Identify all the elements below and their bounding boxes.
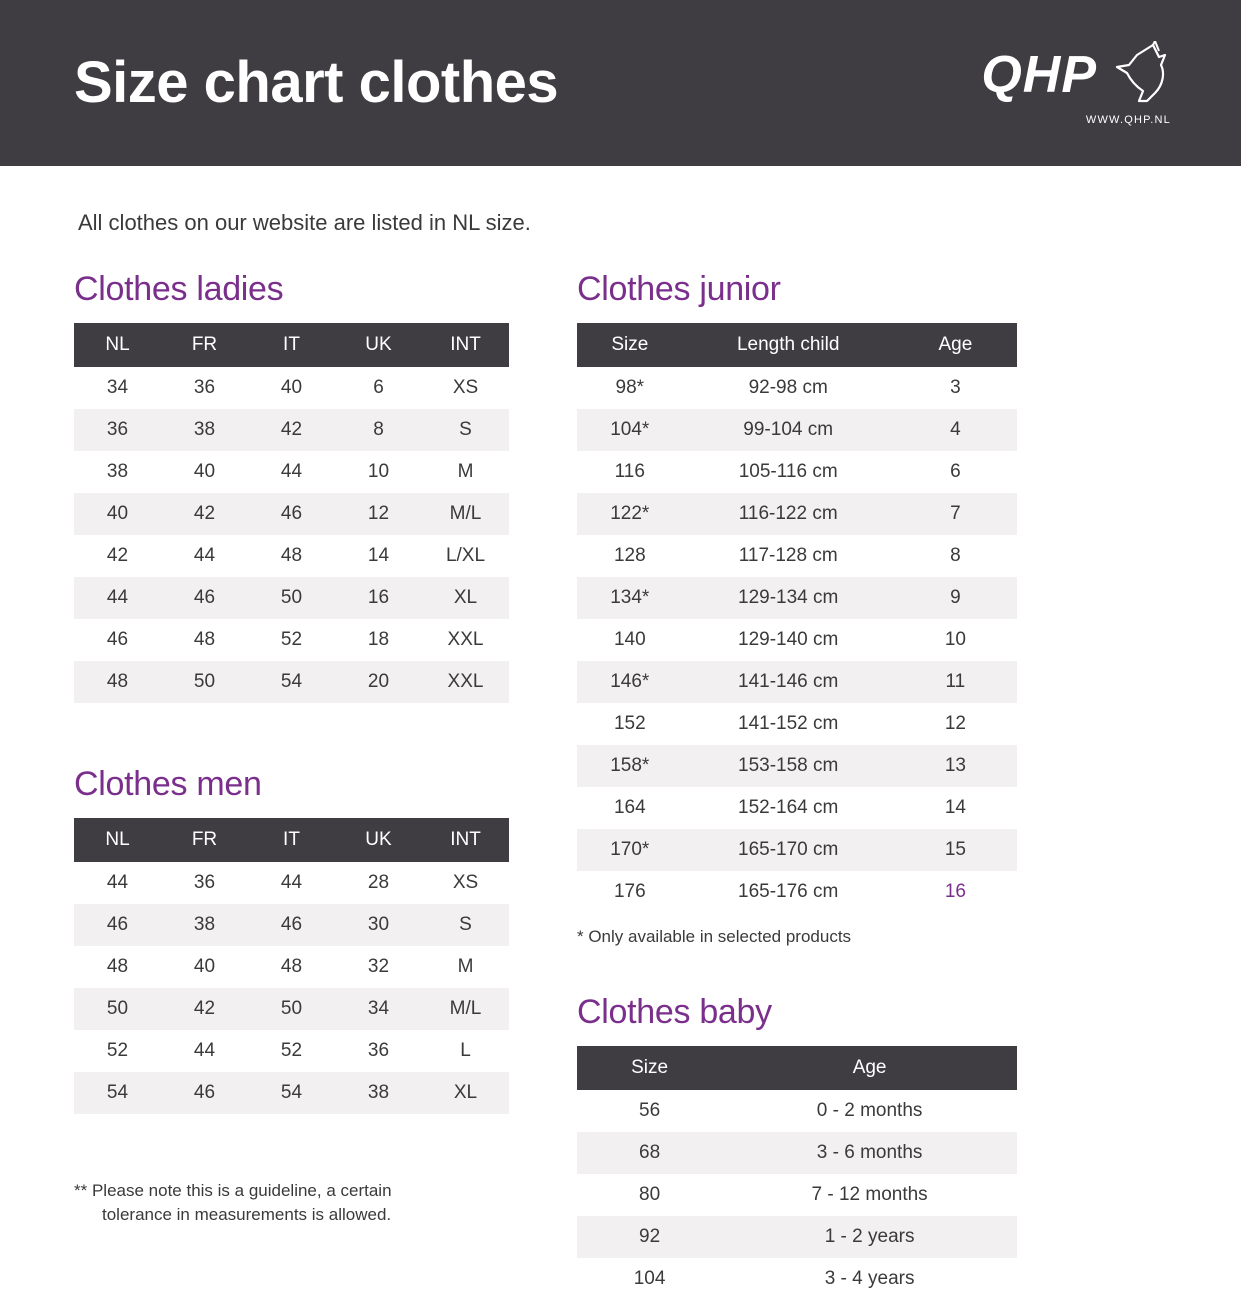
junior-footnote: * Only available in selected products xyxy=(577,927,852,946)
table-row xyxy=(577,367,1017,409)
cell: 38 xyxy=(106,461,129,482)
cell: 36 xyxy=(193,872,216,893)
cell: 3 - 6 months xyxy=(816,1142,923,1163)
column-header-fr: FR xyxy=(161,323,248,367)
men-size-table xyxy=(74,818,509,1114)
column-header-uk: UK xyxy=(335,818,422,862)
cell: 146* xyxy=(610,671,650,692)
cell: 15 xyxy=(944,839,966,860)
cell: 42 xyxy=(193,998,216,1019)
table-header-row xyxy=(74,323,509,367)
cell: 105-116 cm xyxy=(738,461,838,482)
cell: 54 xyxy=(280,671,303,692)
cell: 42 xyxy=(193,503,216,524)
table-header-row xyxy=(577,323,1017,367)
cell: XXL xyxy=(447,629,484,650)
cell: 56 xyxy=(639,1100,661,1121)
cell: 104 xyxy=(633,1268,666,1289)
cell: M xyxy=(457,956,474,977)
cell: 52 xyxy=(280,1040,303,1061)
column-header-length-child: Length child xyxy=(683,323,894,367)
cell: 52 xyxy=(106,1040,129,1061)
left-column xyxy=(74,258,509,1300)
column-header-it: IT xyxy=(248,818,335,862)
cell: 92 xyxy=(639,1226,661,1247)
cell: 134* xyxy=(610,587,650,608)
cell-highlighted: 16 xyxy=(944,881,966,902)
cell: 46 xyxy=(193,1082,216,1103)
cell: 44 xyxy=(193,545,216,566)
table-row xyxy=(577,619,1017,661)
column-header-age: Age xyxy=(894,323,1017,367)
cell: 28 xyxy=(367,872,390,893)
cell: M/L xyxy=(449,503,482,524)
footnote-line-2: tolerance in measurements is allowed. xyxy=(102,1205,392,1225)
column-header-size: Size xyxy=(577,1046,722,1090)
table-row xyxy=(577,535,1017,577)
cell: 170* xyxy=(610,839,650,860)
cell: 54 xyxy=(106,1082,129,1103)
cell: 16 xyxy=(367,587,390,608)
cell: 129-140 cm xyxy=(738,629,839,650)
cell: 44 xyxy=(280,461,303,482)
brand-logo xyxy=(981,41,1179,126)
cell: 48 xyxy=(106,956,129,977)
column-header-nl: NL xyxy=(74,818,161,862)
cell: M xyxy=(457,461,474,482)
cell: 122* xyxy=(610,503,650,524)
cell: M/L xyxy=(449,998,482,1019)
cell: 13 xyxy=(944,755,966,776)
table-row xyxy=(577,1258,1017,1300)
column-header-int: INT xyxy=(422,323,509,367)
column-header-size: Size xyxy=(577,323,683,367)
table-row xyxy=(577,577,1017,619)
cell: 14 xyxy=(367,545,390,566)
table-row xyxy=(74,862,509,904)
right-column xyxy=(577,258,1017,1300)
column-header-it: IT xyxy=(248,323,335,367)
table-row xyxy=(74,535,509,577)
cell: 52 xyxy=(280,629,303,650)
cell: 152-164 cm xyxy=(738,797,839,818)
cell: 50 xyxy=(106,998,129,1019)
cell: L xyxy=(460,1040,471,1061)
cell: 165-176 cm xyxy=(738,881,839,902)
cell: 46 xyxy=(193,587,216,608)
junior-size-table xyxy=(577,323,1017,913)
logo-website-url: WWW.QHP.NL xyxy=(1085,113,1171,126)
cell: 68 xyxy=(639,1142,661,1163)
cell: 54 xyxy=(280,1082,303,1103)
guideline-footnote xyxy=(74,1179,504,1228)
cell: 46 xyxy=(106,914,129,935)
table-row xyxy=(577,871,1017,913)
cell: 165-170 cm xyxy=(738,839,839,860)
ladies-size-table xyxy=(74,323,509,703)
cell: 46 xyxy=(106,629,129,650)
table-row xyxy=(74,988,509,1030)
cell: 116-122 cm xyxy=(738,503,838,524)
table-row xyxy=(74,577,509,619)
cell: 38 xyxy=(193,419,216,440)
cell: 50 xyxy=(280,998,303,1019)
cell: 40 xyxy=(193,956,216,977)
cell: 12 xyxy=(367,503,390,524)
cell: 34 xyxy=(106,377,129,398)
table-row xyxy=(74,409,509,451)
cell: 164 xyxy=(613,797,646,818)
cell: 42 xyxy=(106,545,129,566)
cell: 152 xyxy=(613,713,646,734)
table-header-row xyxy=(577,1046,1017,1090)
cell: 8 xyxy=(950,545,961,566)
table-row xyxy=(577,1132,1017,1174)
page-title: Size chart clothes xyxy=(74,50,559,115)
cell: 12 xyxy=(944,713,966,734)
table-row xyxy=(577,493,1017,535)
cell: 46 xyxy=(280,503,303,524)
cell: 40 xyxy=(193,461,216,482)
cell: 10 xyxy=(944,629,966,650)
table-row xyxy=(577,745,1017,787)
cell: 40 xyxy=(106,503,129,524)
cell: 176 xyxy=(613,881,646,902)
men-section-title: Clothes men xyxy=(74,765,262,803)
cell: 3 xyxy=(950,377,961,398)
cell: 80 xyxy=(639,1184,661,1205)
table-row xyxy=(577,1090,1017,1132)
cell: 42 xyxy=(280,419,303,440)
cell: 30 xyxy=(367,914,390,935)
table-row xyxy=(577,451,1017,493)
table-row xyxy=(577,703,1017,745)
cell: 98* xyxy=(615,377,645,398)
table-row xyxy=(577,787,1017,829)
table-row xyxy=(74,946,509,988)
cell: 4 xyxy=(950,419,961,440)
table-row xyxy=(74,1030,509,1072)
cell: 158* xyxy=(610,755,650,776)
cell: 36 xyxy=(367,1040,390,1061)
table-row xyxy=(74,367,509,409)
cell: 38 xyxy=(193,914,216,935)
cell: 11 xyxy=(945,671,966,692)
cell: 8 xyxy=(373,419,384,440)
cell: 153-158 cm xyxy=(738,755,839,776)
cell: 9 xyxy=(950,587,961,608)
intro-text: All clothes on our website are listed in NL size. xyxy=(78,210,531,235)
table-row xyxy=(577,1216,1017,1258)
cell: 117-128 cm xyxy=(738,545,838,566)
table-row xyxy=(74,451,509,493)
cell: 141-146 cm xyxy=(738,671,839,692)
cell: 7 xyxy=(950,503,961,524)
table-row xyxy=(74,904,509,946)
cell: 36 xyxy=(106,419,129,440)
cell: S xyxy=(459,914,472,935)
column-header-age: Age xyxy=(722,1046,1017,1090)
cell: XXL xyxy=(447,671,484,692)
table-row xyxy=(74,1072,509,1114)
cell: 1 - 2 years xyxy=(824,1226,915,1247)
footnote-line-1: ** Please note this is a guideline, a certain xyxy=(74,1180,392,1200)
cell: 10 xyxy=(367,461,390,482)
table-row xyxy=(577,829,1017,871)
logo-wordmark: QHP xyxy=(981,46,1097,104)
cell: 20 xyxy=(367,671,390,692)
cell: 6 xyxy=(373,377,384,398)
baby-section-title: Clothes baby xyxy=(577,993,772,1031)
cell: XS xyxy=(452,377,479,398)
cell: 36 xyxy=(193,377,216,398)
baby-size-table xyxy=(577,1046,1017,1300)
cell: 99-104 cm xyxy=(743,419,834,440)
cell: 48 xyxy=(280,956,303,977)
cell: 38 xyxy=(367,1082,390,1103)
cell: 34 xyxy=(367,998,390,1019)
cell: 6 xyxy=(950,461,961,482)
page-header xyxy=(0,0,1241,166)
cell: 129-134 cm xyxy=(738,587,839,608)
cell: 116 xyxy=(614,461,645,482)
cell: 44 xyxy=(280,872,303,893)
cell: 50 xyxy=(280,587,303,608)
cell: 7 - 12 months xyxy=(811,1184,928,1205)
cell: 48 xyxy=(280,545,303,566)
cell: 0 - 2 months xyxy=(816,1100,923,1121)
table-row xyxy=(577,409,1017,451)
table-row xyxy=(74,493,509,535)
cell: 48 xyxy=(106,671,129,692)
table-row xyxy=(74,661,509,703)
cell: 40 xyxy=(280,377,303,398)
cell: 46 xyxy=(280,914,303,935)
cell: XS xyxy=(452,872,479,893)
table-row xyxy=(577,661,1017,703)
cell: 18 xyxy=(367,629,390,650)
ladies-section-title: Clothes ladies xyxy=(74,270,284,308)
cell: XL xyxy=(453,1082,478,1103)
table-row xyxy=(74,619,509,661)
column-header-fr: FR xyxy=(161,818,248,862)
content-area xyxy=(0,236,1241,1300)
cell: 92-98 cm xyxy=(748,377,828,398)
cell: 48 xyxy=(193,629,216,650)
cell: 140 xyxy=(613,629,646,650)
cell: 3 - 4 years xyxy=(824,1268,915,1289)
cell: 141-152 cm xyxy=(738,713,839,734)
cell: 44 xyxy=(193,1040,216,1061)
cell: S xyxy=(459,419,472,440)
junior-section-title: Clothes junior xyxy=(577,270,781,308)
cell: 32 xyxy=(367,956,390,977)
horse-head-icon xyxy=(1103,41,1171,110)
cell: 14 xyxy=(944,797,966,818)
cell: 50 xyxy=(193,671,216,692)
column-header-nl: NL xyxy=(74,323,161,367)
column-header-int: INT xyxy=(422,818,509,862)
cell: L/XL xyxy=(445,545,486,566)
cell: 128 xyxy=(613,545,646,566)
table-header-row xyxy=(74,818,509,862)
column-header-uk: UK xyxy=(335,323,422,367)
cell: 44 xyxy=(106,872,129,893)
cell: XL xyxy=(453,587,478,608)
table-row xyxy=(577,1174,1017,1216)
cell: 44 xyxy=(106,587,129,608)
cell: 104* xyxy=(610,419,650,440)
